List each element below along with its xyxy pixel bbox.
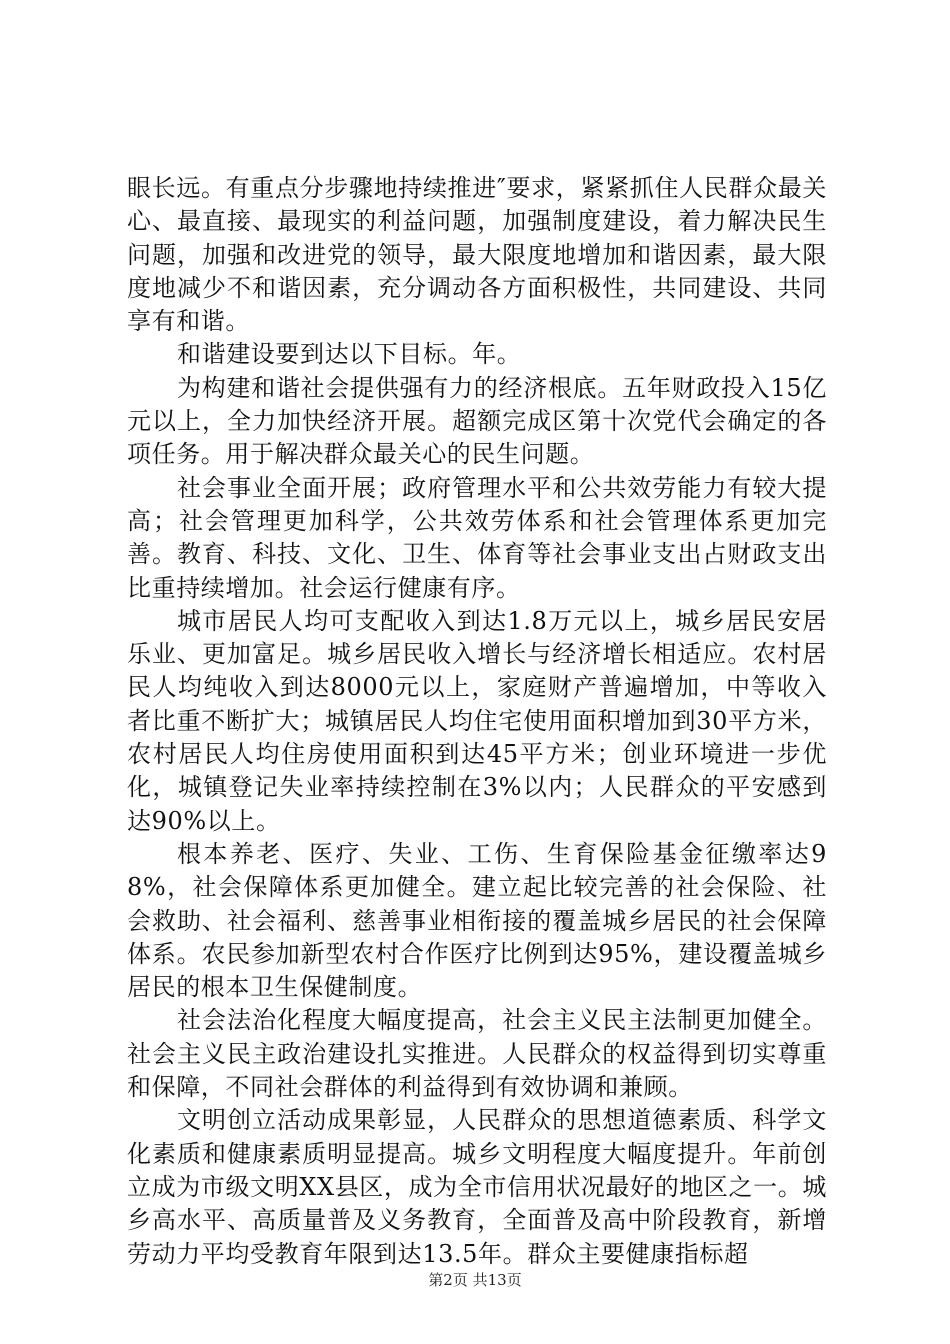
paragraph-7: 社会法治化程度大幅度提高，社会主义民主法制更加健全。社会主义民主政治建设扎实推进。人民群众的权益得到切实尊重和保障，不同社会群体的利益得到有效协调和兼顾。: [127, 1006, 827, 1102]
paragraph-6: 根本养老、医疗、失业、工伤、生育保险基金征缴率达98%，社会保障体系更加健全。建立起比较完善的社会保险、社会救助、社会福利、慈善事业相衔接的覆盖城乡居民的社会保障体系。农民参加新型农村合作医疗比例到达95%，建设覆盖城乡居民的根本卫生保健制度。: [127, 839, 827, 1002]
paragraph-8: 文明创立活动成果彰显，人民群众的思想道德素质、科学文化素质和健康素质明显提高。城乡文明程度大幅度提升。年前创立成为市级文明XX县区，成为全市信用状况最好的地区之一。城乡高水平、高质量普及义务教育，全面普及高中阶段教育，新增劳动力平均受教育年限到达13.5年。群众主要健康指标超: [127, 1106, 827, 1268]
paragraph-3: 为构建和谐社会提供强有力的经济根底。五年财政投入15亿元以上，全力加快经济开展。超额完成区第十次党代会确定的各项任务。用于解决群众最关心的民生问题。: [127, 373, 827, 469]
page-number-footer: 第2页 共13页: [428, 1271, 522, 1289]
paragraph-4: 社会事业全面开展；政府管理水平和公共效劳能力有较大提高；社会管理更加科学，公共效劳体系和社会管理体系更加完善。教育、科技、文化、卫生、体育等社会事业支出占财政支出比重持续增加。社会运行健康有序。: [127, 473, 827, 602]
paragraph-2: 和谐建设要到达以下目标。年。: [177, 340, 522, 369]
paragraph-1: 眼长远。有重点分步骤地持续推进″要求，紧紧抓住人民群众最关心、最直接、最现实的利益问题，加强制度建设，着力解决民生问题，加强和改进党的领导，最大限度地增加和谐因素，最大限度地减少不和谐因素，充分调动各方面积极性，共同建设、共同享有和谐。: [127, 174, 827, 336]
document-body: [127, 172, 827, 1271]
paragraph-5: 城市居民人均可支配收入到达1.8万元以上，城乡居民安居乐业、更加富足。城乡居民收入增长与经济增长相适应。农村居民人均纯收入到达8000元以上，家庭财产普遍增加，中等收入者比重不断扩大；城镇居民人均住宅使用面积增加到30平方米，农村居民人均住房使用面积到达45平方米；创业环境进一步优化，城镇登记失业率持续控制在3%以内；人民群众的平安感到达90%以上。: [127, 606, 827, 835]
